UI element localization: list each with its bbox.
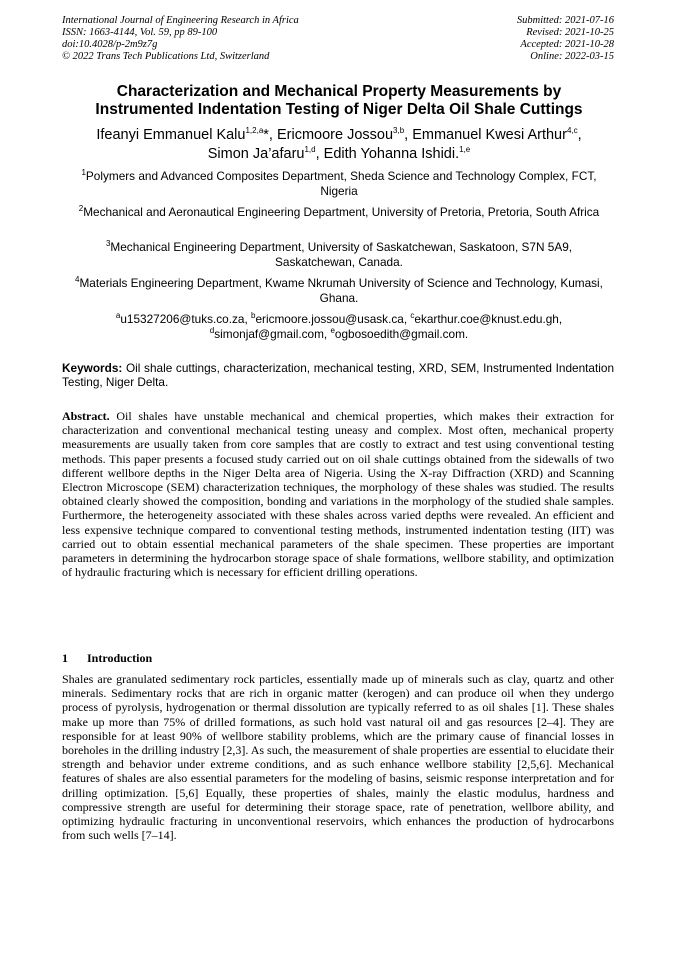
journal-name: International Journal of Engineering Research in Africa bbox=[62, 15, 299, 26]
author-name: Edith Yohanna Ishidi. bbox=[323, 146, 460, 162]
email-address: ekarthur.coe@knust.edu.gh, bbox=[414, 312, 563, 326]
introduction-paragraph: Shales are granulated sedimentary rock particles, essentially made up of minerals such as clay, quartz and other minerals. Sedimentary rocks that are rich in organic matter (kerogen) and can produce oil when they undergo process of pyrolysis, hydrogenation or thermal dissolution are typically referred to as oil shales [1]. These shales make up more than 75% of drilled formations, as such hold vast natural oil and gas resources [2–4]. They are responsible for at least 90% of wellbore stability problems, which are the primary cause of financial losses in boreholes in the drilling industry [2,3]. As such, the measurement of shale properties are essential to elucidate their strength and behavior under extreme conditions, and as such enhance wellbore stability [2,5,6]. Mechanical features of shales are also essential parameters for the modeling of basins, seismic response interpretation and for drilling optimization. [5,6] Equally, these properties of shales, mainly the elastic modulus, hardness and compressive strength are useful for determining their storage space, rate of penetration, wellbore ability, and optimizing hydraulic fracturing in unconventional reservoirs, which enhances the production of hydrocarbons from such wells [7–14]. bbox=[62, 672, 614, 843]
affiliation-number: 2 bbox=[78, 204, 84, 214]
keywords-label: Keywords: bbox=[62, 361, 123, 375]
paper-title bbox=[40, 83, 638, 119]
abstract-text: Oil shales have unstable mechanical and chemical properties, which makes their extraction for characterization and conventional mechanical testing uneasy and complex. Most often, mechanical property measurements are usually taken from core samples that are costly to extract and test using conventional testing methods. This paper presents a focused study carried out on oil shale cuttings obtained from the sidewalls of two different wellbore depths in the Niger Delta area of Nigeria. Using the X-ray Diffraction (XRD) and Scanning Electron Microscope (SEM) characterization techniques, the morphology of these shales was studied. The results obtained clearly showed the composition, bonding and variations in the morphology of the studied shale samples. Furthermore, the heterogeneity associated with these shales across varied depths were revealed. An efficient and less expensive technique compared to conventional testing methods, instrumented indentation testing (IIT) was carried out to obtain essential mechanical parameters of the shale specimen. These properties are important parameters in determining the hydrocarbon storage space of shale formations, wellbore stability, and optimization of hydraulic fracturing which is necessary for efficient drilling operations. bbox=[62, 409, 614, 580]
doi: doi:10.4028/p-2m9z7g bbox=[62, 39, 158, 50]
author-name: Ifeanyi Emmanuel Kalu bbox=[96, 127, 246, 143]
email-address: ericmoore.jossou@usask.ca, bbox=[255, 312, 411, 326]
author-name: Simon Ja’afaru bbox=[207, 146, 305, 162]
revised-date: Revised: 2021-10-25 bbox=[526, 27, 614, 38]
journal-info bbox=[62, 15, 299, 63]
copyright: © 2022 Trans Tech Publications Ltd, Switzerland bbox=[62, 51, 270, 62]
author-list bbox=[40, 126, 638, 164]
author-name: Emmanuel Kwesi Arthur bbox=[412, 127, 567, 143]
email-address: simonjaf@gmail.com, bbox=[214, 327, 331, 341]
affiliation-text: Mechanical Engineering Department, University of Saskatchewan, Saskatoon, S7N 5A9, Saskatchewan, Canada. bbox=[110, 240, 573, 269]
author-emails bbox=[60, 312, 618, 342]
running-header bbox=[62, 15, 614, 63]
abstract bbox=[62, 409, 614, 579]
title-line-1: Characterization and Mechanical Property Measurements by bbox=[116, 83, 562, 100]
issn: ISSN: 1663-4144, Vol. 59, pp 89-100 bbox=[62, 27, 218, 38]
email-mark: c bbox=[410, 311, 415, 321]
author-affiliation-mark: 1,d bbox=[304, 145, 316, 155]
affiliation-text: Materials Engineering Department, Kwame Nkrumah University of Science and Technology, Kumasi, Ghana. bbox=[79, 276, 603, 305]
title-line-2: Instrumented Indentation Testing of Niger Delta Oil Shale Cuttings bbox=[95, 101, 583, 118]
author-affiliation-mark: 4,c bbox=[566, 126, 578, 136]
affiliation-number: 4 bbox=[75, 275, 80, 285]
author-affiliation-mark: 3,b bbox=[393, 126, 405, 136]
affiliation-2 bbox=[70, 205, 608, 220]
publication-dates bbox=[517, 15, 614, 63]
abstract-label: Abstract. bbox=[62, 409, 110, 423]
author-separator: , bbox=[404, 127, 413, 143]
author-separator: , bbox=[315, 146, 324, 162]
email-mark: b bbox=[251, 311, 256, 321]
keywords-text: Oil shale cuttings, characterization, mechanical testing, XRD, SEM, Instrumented Indentation Testing, Niger Delta. bbox=[62, 361, 614, 389]
online-date: Online: 2022-03-15 bbox=[530, 51, 614, 62]
keywords bbox=[62, 361, 614, 389]
author-affiliation-mark: 1,2,a bbox=[245, 126, 264, 136]
email-address: ogbosoedith@gmail.com. bbox=[334, 327, 469, 341]
affiliation-number: 3 bbox=[105, 239, 111, 249]
email-address: u15327206@tuks.co.za, bbox=[120, 312, 252, 326]
affiliation-text: Polymers and Advanced Composites Department, Sheda Science and Technology Complex, FCT, Nigeria bbox=[85, 169, 597, 198]
email-mark: e bbox=[330, 326, 335, 336]
affiliation-1 bbox=[70, 169, 608, 199]
author-name: Ericmoore Jossou bbox=[276, 127, 394, 143]
email-mark: a bbox=[115, 311, 121, 321]
affiliation-4 bbox=[70, 276, 608, 306]
section-title: Introduction bbox=[87, 651, 153, 665]
email-mark: d bbox=[209, 326, 215, 336]
section-heading bbox=[62, 651, 152, 666]
section-number: 1 bbox=[62, 651, 68, 665]
affiliation-text: Mechanical and Aeronautical Engineering Department, University of Pretoria, Pretoria, South Africa bbox=[83, 205, 600, 219]
corresponding-mark: *, bbox=[263, 127, 277, 143]
affiliation-3 bbox=[70, 240, 608, 270]
affiliation-number: 1 bbox=[81, 168, 86, 178]
accepted-date: Accepted: 2021-10-28 bbox=[520, 39, 614, 50]
author-affiliation-mark: 1,e bbox=[459, 145, 471, 155]
submitted-date: Submitted: 2021-07-16 bbox=[516, 15, 614, 26]
author-separator: , bbox=[577, 127, 582, 143]
